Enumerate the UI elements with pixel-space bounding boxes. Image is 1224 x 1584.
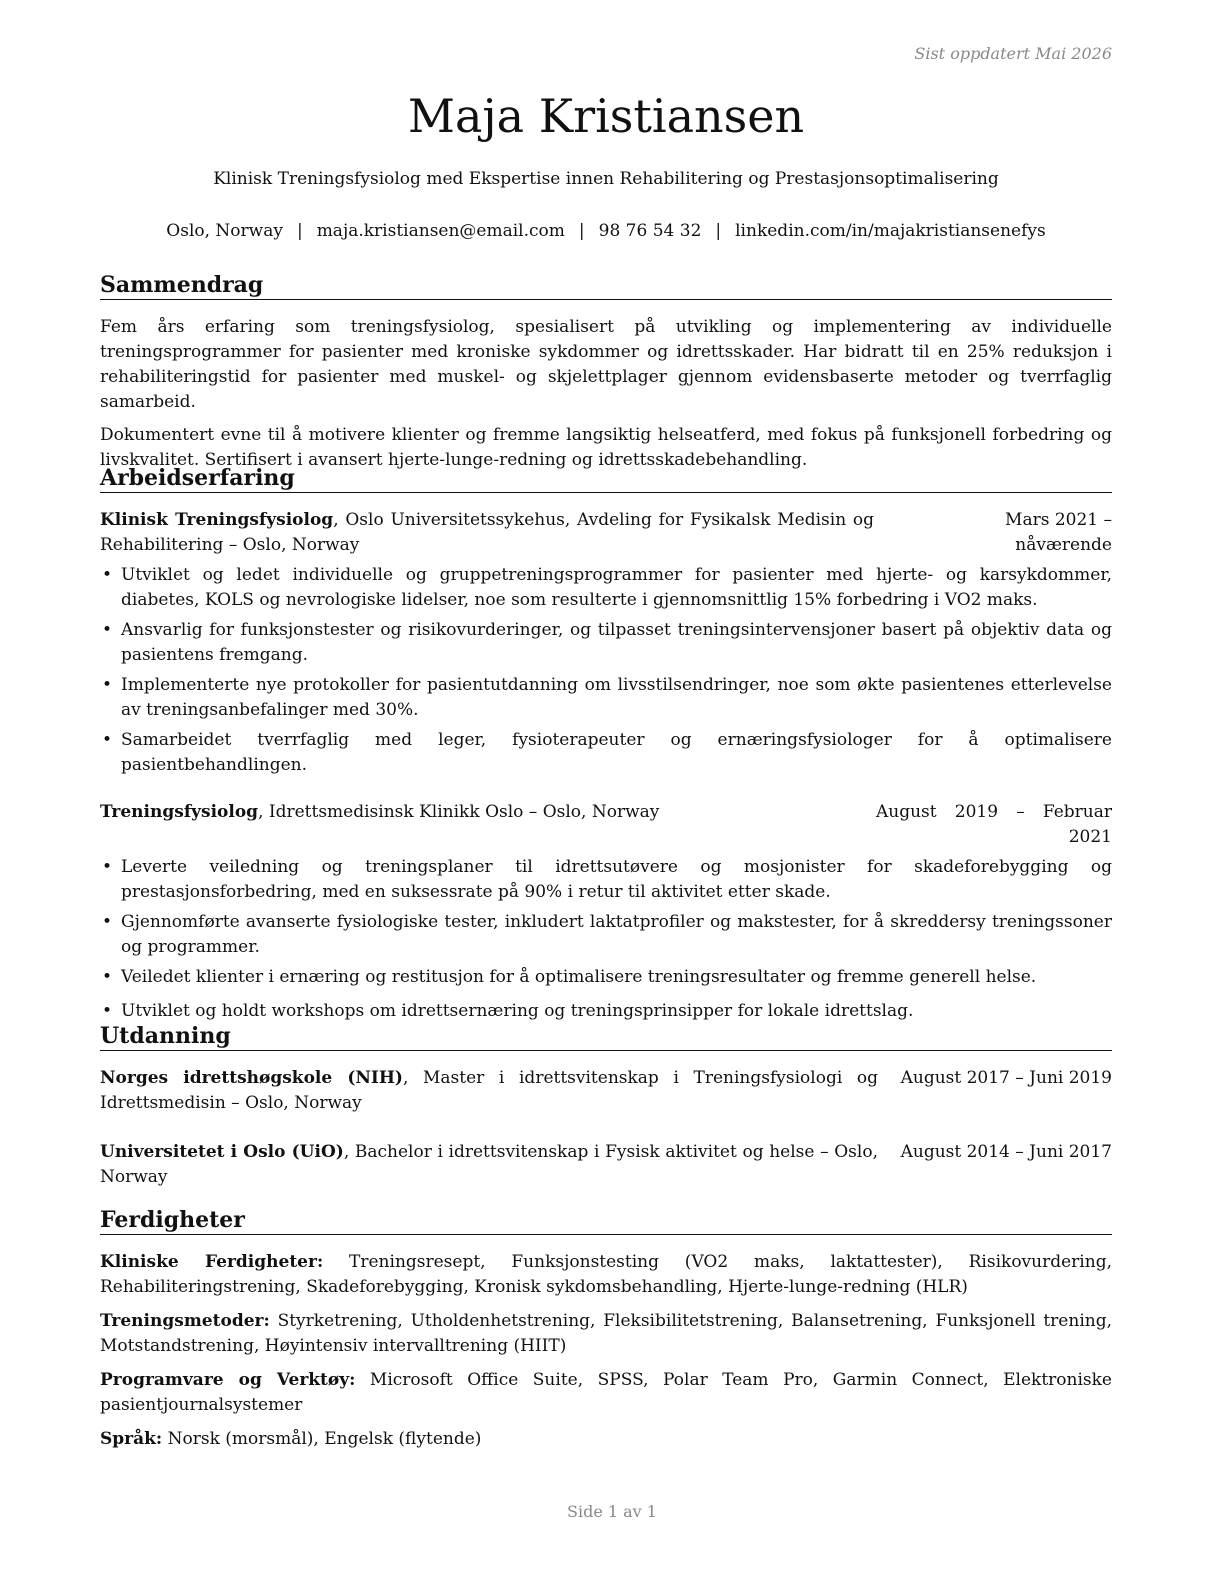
job-bullets (100, 855, 1112, 1024)
education-dates: August 2014 – Juni 2017 (900, 1142, 1112, 1162)
education-dates: August 2017 – Juni 2019 (900, 1068, 1112, 1088)
contact-separator: | (296, 221, 303, 241)
education-description (100, 1066, 896, 1116)
experience-section (100, 464, 1112, 1024)
contact-line (100, 220, 1112, 242)
skill-label: Språk: (100, 1429, 163, 1449)
education-entry (100, 1140, 1112, 1190)
tagline: Klinisk Treningsfysiolog med Ekspertise innen Rehabilitering og Prestasjonsoptimalisering (213, 169, 999, 189)
education-entry (100, 1066, 1112, 1116)
job-dates: Mars 2021 – nåværende (1005, 510, 1112, 555)
list-item: • Gjennomførte avanserte fysiologiske tester, inkludert laktatprofiler og makstester, for å skreddersy treningssoner og programmer. (100, 910, 1112, 960)
job-employer: , Oslo Universitetssykehus, Avdeling for Fysikalsk Medisin og Rehabilitering – Oslo, Norway (100, 510, 875, 555)
job-header (100, 800, 1112, 850)
last-updated: Sist oppdatert Mai 2026 (914, 44, 1112, 63)
list-item: • Utviklet og ledet individuelle og gruppetreningsprogrammer for pasienter med hjerte- og karsykdommer, diabetes, KOLS og nevrologiske lidelser, noe som resulterte i gjennomsnittlig 15% forbedring i VO2 maks. (100, 563, 1112, 613)
job-entry (100, 508, 1112, 778)
page-number: Side 1 av 1 (567, 1502, 657, 1521)
school-name: Norges idrettshøgskole (NIH) (100, 1068, 403, 1088)
summary-paragraph: Dokumentert evne til å motivere klienter og fremme langsiktig helseatferd, med fokus på funksjonell forbedring og livskvalitet. Sertifisert i avansert hjerte-lunge-redning og idrettsskadebehandling. (100, 425, 1112, 470)
skill-label: Kliniske Ferdigheter: (100, 1252, 324, 1272)
job-description (100, 800, 876, 825)
job-title: Treningsfysiolog (100, 802, 259, 822)
skill-row (100, 1368, 1112, 1418)
school-name: Universitetet i Oslo (UiO) (100, 1142, 344, 1162)
degree: , Bachelor i idrettsvitenskap i Fysisk aktivitet og helse – Oslo, Norway (100, 1142, 878, 1187)
skill-label: Treningsmetoder: (100, 1311, 270, 1331)
job-title: Klinisk Treningsfysiolog (100, 510, 334, 530)
skill-text: Treningsresept, Funksjonstesting (VO2 maks, laktattester), Risikovurdering, Rehabiliteringstrening, Skadeforebygging, Kronisk sykdomsbehandling, Hjerte-lunge-redning (HLR) (100, 1252, 1112, 1297)
skill-label: Programvare og Verktøy: (100, 1370, 356, 1390)
list-item: • Ansvarlig for funksjonstester og risikovurderinger, og tilpasset treningsintervensjoner basert på objektiv data og pasientens fremgang. (100, 618, 1112, 668)
skill-text: Microsoft Office Suite, SPSS, Polar Team Pro, Garmin Connect, Elektroniske pasientjournalsystemer (100, 1370, 1112, 1415)
education-section (100, 1022, 1112, 1190)
job-dates: August 2019 – Februar 2021 (876, 802, 1112, 847)
education-description (100, 1140, 896, 1190)
degree: , Master i idrettsvitenskap i Treningsfysiologi og Idrettsmedisin – Oslo, Norway (100, 1068, 879, 1113)
skills-section (100, 1206, 1112, 1452)
list-item: • Veiledet klienter i ernæring og restitusjon for å optimalisere treningsresultater og fremme generell helse. (100, 965, 1112, 990)
job-bullets (100, 563, 1112, 778)
summary-paragraph: Fem års erfaring som treningsfysiolog, spesialisert på utvikling og implementering av individuelle treningsprogrammer for pasienter med kroniske sykdommer og idrettsskader. Har bidratt til en 25% reduksjon i rehabiliteringstid for pasienter med muskel- og skjelettplager gjennom evidensbaserte metoder og tverrfaglig samarbeid. (100, 317, 1112, 412)
job-header (100, 508, 1112, 558)
contact-location: Oslo, Norway (166, 221, 283, 241)
section-heading: Sammendrag (100, 271, 1112, 300)
section-heading: Ferdigheter (100, 1206, 1112, 1235)
contact-separator: | (578, 221, 585, 241)
list-item: • Samarbeidet tverrfaglig med leger, fysioterapeuter og ernæringsfysiologer for å optimalisere pasientbehandlingen. (100, 728, 1112, 778)
job-description (100, 508, 904, 558)
list-item: • Implementerte nye protokoller for pasientutdanning om livsstilsendringer, noe som økte pasientenes etterlevelse av treningsanbefalinger med 30%. (100, 673, 1112, 723)
job-employer: , Idrettsmedisinsk Klinikk Oslo – Oslo, Norway (258, 802, 660, 822)
contact-email[interactable]: maja.kristiansen@email.com (316, 221, 565, 241)
candidate-name: Maja Kristiansen (407, 89, 805, 143)
skill-text: Styrketrening, Utholdenhetstrening, Fleksibilitetstrening, Balansetrening, Funksjonell trening, Motstandstrening, Høyintensiv intervalltrening (HIIT) (100, 1311, 1112, 1356)
contact-separator: | (715, 221, 722, 241)
list-item: • Utviklet og holdt workshops om idrettsernæring og treningsprinsipper for lokale idrettslag. (100, 999, 1112, 1024)
list-item: • Leverte veiledning og treningsplaner til idrettsutøvere og mosjonister for skadeforebygging og prestasjonsforbedring, med en suksessrate på 90% i retur til aktivitet etter skade. (100, 855, 1112, 905)
contact-phone: 98 76 54 32 (598, 221, 702, 241)
contact-linkedin[interactable]: linkedin.com/in/majakristiansenefys (735, 221, 1046, 241)
skill-row (100, 1250, 1112, 1300)
skill-row (100, 1427, 1112, 1452)
skill-text: Norsk (morsmål), Engelsk (flytende) (162, 1429, 482, 1449)
skill-row (100, 1309, 1112, 1359)
section-heading: Utdanning (100, 1022, 1112, 1051)
summary-section (100, 271, 1112, 473)
section-heading: Arbeidserfaring (100, 464, 1112, 493)
job-entry (100, 800, 1112, 1024)
